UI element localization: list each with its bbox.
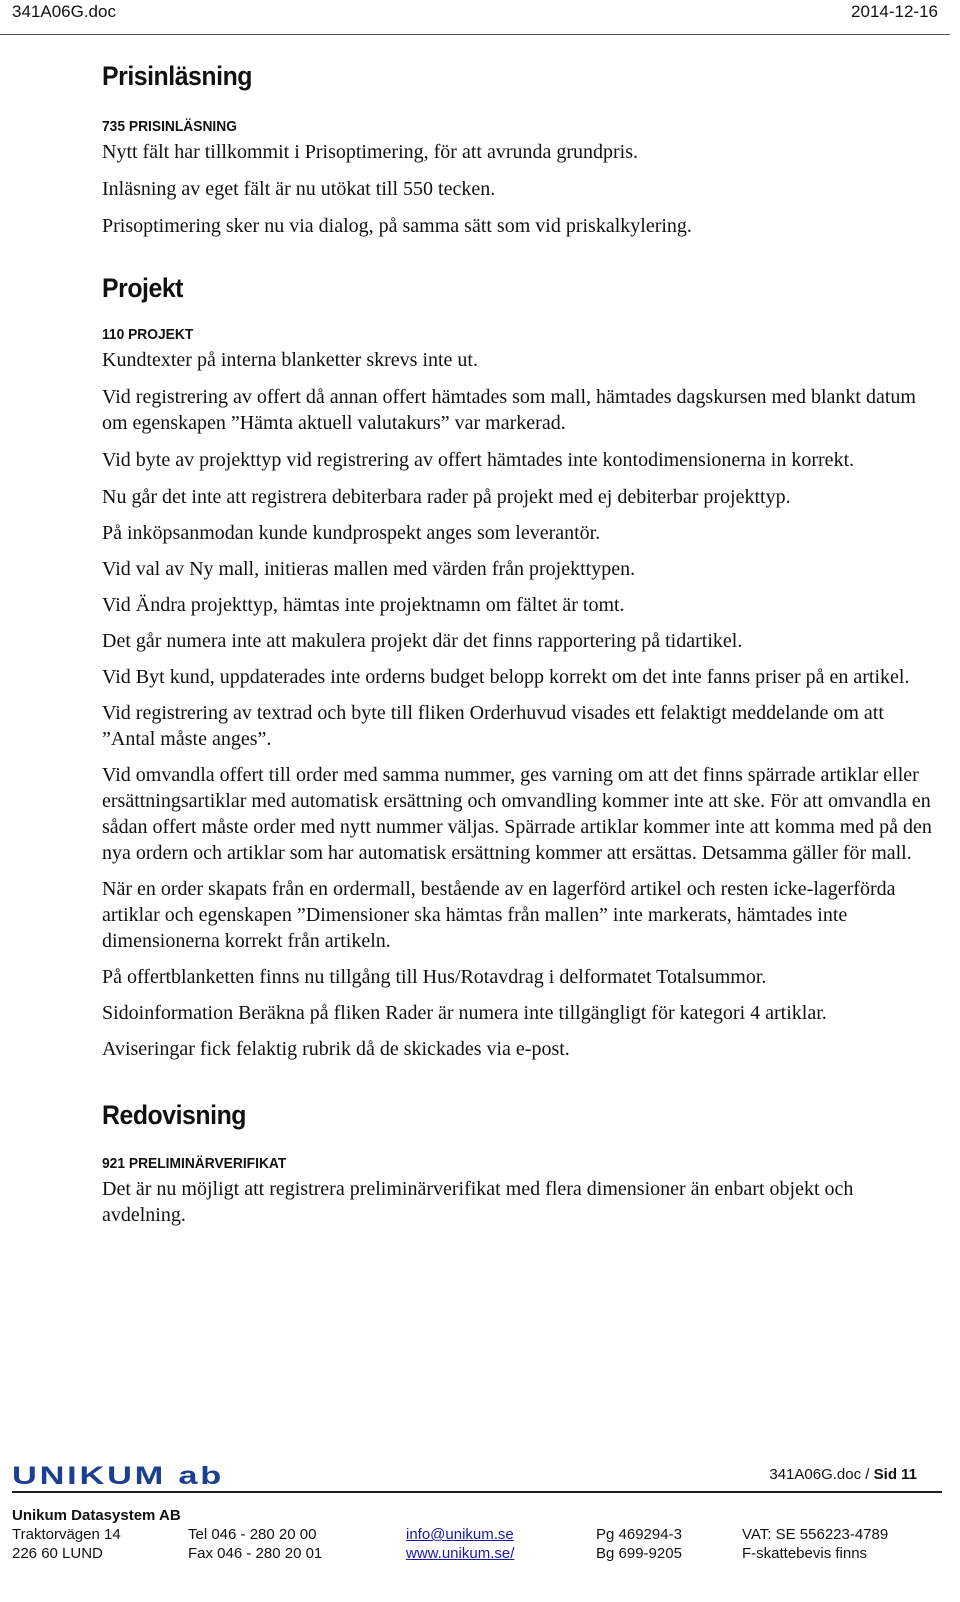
unikum-logo: [12, 1461, 232, 1494]
footer-docref: 341A06G.doc: [769, 1466, 862, 1483]
header-date: 2014-12-16: [851, 2, 938, 21]
page-reference: [769, 1466, 917, 1483]
document-body: [102, 56, 942, 1228]
paragraph: Aviseringar fick felaktig rubrik då de skickades via e-post.: [102, 1038, 570, 1060]
paragraph: Sidoinformation Beräkna på fliken Rader är numera inte tillgängligt för kategori 4 artiklar.: [102, 1002, 827, 1024]
phone-number: Tel 046 - 280 20 00: [188, 1526, 317, 1543]
street-address: Traktorvägen 14: [12, 1526, 121, 1543]
paragraph: Det är nu möjligt att registrera preliminärverifikat med flera dimensioner än enbart objekt och avdelning.: [102, 1178, 854, 1226]
paragraph: Nytt fält har tillkommit i Prisoptimering, för att avrunda grundpris.: [102, 141, 639, 163]
paragraph: På offertblanketten finns nu tillgång till Hus/Rotavdrag i delformatet Totalsummor.: [102, 966, 767, 988]
paragraph: Kundtexter på interna blanketter skrevs inte ut.: [102, 349, 478, 371]
page-footer: [0, 1455, 960, 1602]
paragraph: Vid Byt kund, uppdaterades inte orderns budget belopp korrekt om det inte fanns priser på en artikel.: [102, 666, 910, 688]
header-filename: 341A06G.doc: [12, 2, 116, 21]
footer-separator: /: [861, 1466, 874, 1483]
paragraph: När en order skapats från en ordermall, bestående av en lagerförd artikel och resten icke-lagerförda artiklar och egenskapen ”Dimensioner ska hämtas från mallen” inte markerats, hämtades inte dimensionerna korrekt från artikeln.: [102, 878, 896, 952]
paragraph: Vid registrering av offert då annan offert hämtades som mall, hämtades dagskursen med blankt datum om egenskapen ”Hämta aktuell valutakurs” var markerad.: [102, 386, 916, 434]
paragraph: Vid Ändra projekttyp, hämtas inte projektnamn om fältet är tomt.: [102, 594, 625, 616]
page-header: [0, 0, 960, 36]
email-link[interactable]: info@unikum.se: [406, 1526, 514, 1543]
paragraph: Vid registrering av textrad och byte till fliken Orderhuvud visades ett felaktigt meddelande om att ”Antal måste anges”.: [102, 702, 884, 750]
website-link[interactable]: www.unikum.se/: [406, 1545, 515, 1562]
paragraph: Vid val av Ny mall, initieras mallen med värden från projekttypen.: [102, 558, 636, 580]
logo-text: UNIKUM ab: [12, 1462, 224, 1489]
paragraph: Vid byte av projekttyp vid registrering av offert hämtades inte kontodimensionerna in korrekt.: [102, 449, 855, 471]
fax-number: Fax 046 - 280 20 01: [188, 1545, 323, 1562]
paragraph: På inköpsanmodan kunde kundprospekt anges som leverantör.: [102, 522, 601, 544]
paragraph: Prisoptimering sker nu via dialog, på samma sätt som vid priskalkylering.: [102, 215, 692, 237]
paragraph: Nu går det inte att registrera debiterbara rader på projekt med ej debiterbar projekttyp.: [102, 486, 791, 508]
plusgiro: Pg 469294-3: [596, 1526, 682, 1543]
item-code-921: 921 PRELIMINÄRVERIFIKAT: [102, 1155, 287, 1172]
bankgiro: Bg 699-9205: [596, 1545, 682, 1562]
item-code-735: 735 PRISINLÄSNING: [102, 118, 237, 135]
f-tax-note: F-skattebevis finns: [742, 1545, 868, 1562]
paragraph: Det går numera inte att makulera projekt där det finns rapportering på tidartikel.: [102, 630, 743, 652]
item-code-110: 110 PROJEKT: [102, 326, 194, 343]
paragraph: Vid omvandla offert till order med samma nummer, ges varning om att det finns spärrade artiklar eller ersättningsartiklar med automatisk ersättning och omvandling kommer inte att ske. För att omvandla en sådan offert måste order med nytt nummer väljas. Spärrade artiklar kommer inte att komma med på den nya ordern och artiklar som har automatisk ersättning kommer att ersättas. Detsamma gäller för mall.: [102, 764, 932, 864]
paragraph: Inläsning av eget fält är nu utökat till 550 tecken.: [102, 178, 496, 200]
vat-number: VAT: SE 556223-4789: [742, 1526, 889, 1543]
section-title-redovisning: Redovisning: [102, 1100, 246, 1130]
header-divider: [0, 34, 950, 35]
section-title-projekt: Projekt: [102, 273, 184, 303]
page-number: Sid 11: [873, 1466, 917, 1483]
postal-address: 226 60 LUND: [12, 1545, 103, 1562]
company-name: Unikum Datasystem AB: [12, 1507, 181, 1524]
section-title-prisinlasning: Prisinläsning: [102, 61, 253, 91]
footer-divider: [12, 1491, 942, 1493]
